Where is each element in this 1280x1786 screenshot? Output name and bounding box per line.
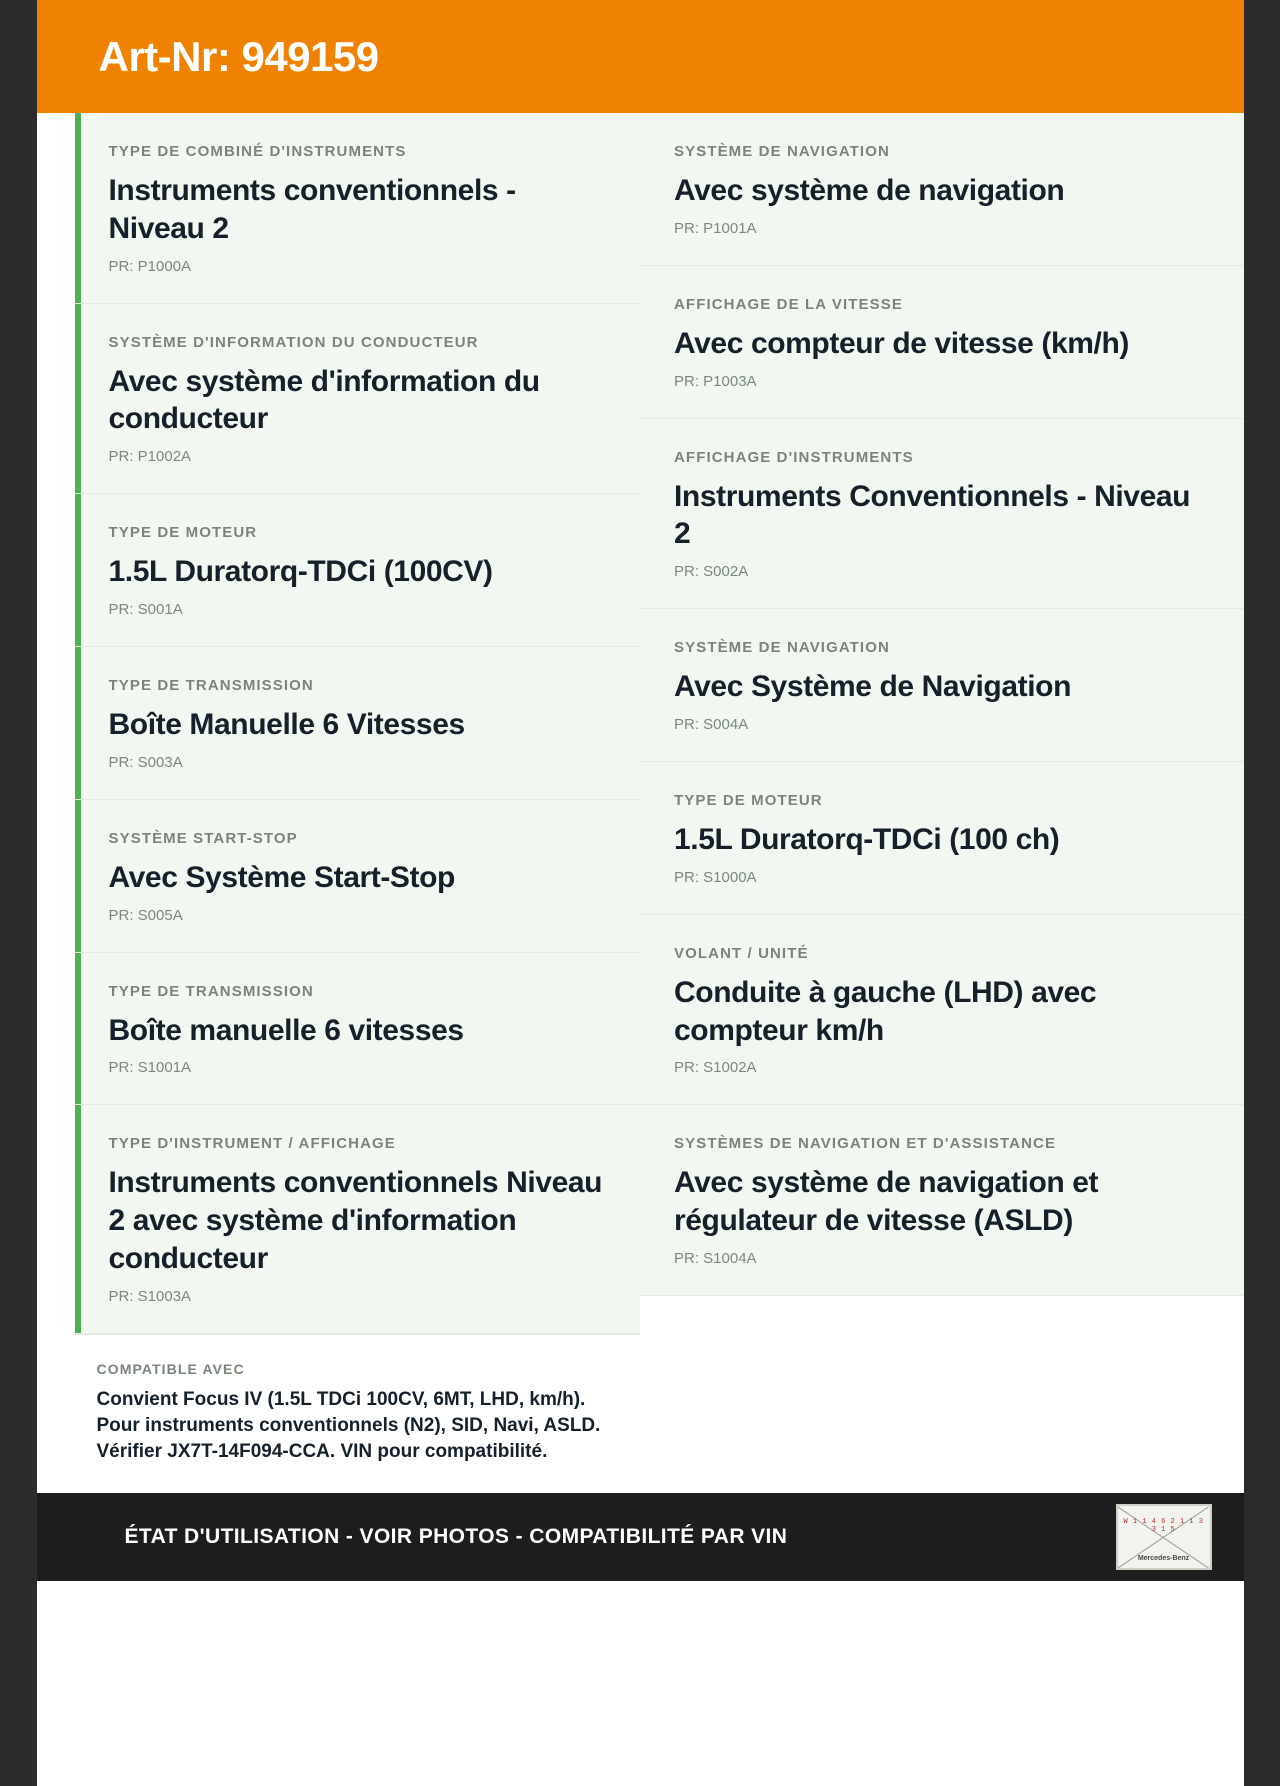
spec-value: Avec Système Start-Stop xyxy=(108,860,455,894)
spec-card xyxy=(640,915,1244,1106)
spec-card xyxy=(75,304,641,495)
spec-value: 1.5L Duratorq-TDCi (100CV) xyxy=(108,555,493,589)
spec-label: TYPE DE COMBINÉ D'INSTRUMENTS xyxy=(108,143,407,160)
spec-card xyxy=(75,800,641,953)
spec-card xyxy=(75,113,641,304)
spec-value: Avec système de navigation xyxy=(674,174,1065,207)
spec-column-left xyxy=(37,113,641,1493)
spec-card xyxy=(640,762,1244,915)
spec-value: Avec Système de Navigation xyxy=(674,670,1071,704)
spec-label: AFFICHAGE DE LA VITESSE xyxy=(674,295,903,313)
page-title: Art-Nr: 949159 xyxy=(98,32,379,80)
spec-label: SYSTÈME DE NAVIGATION xyxy=(674,639,890,657)
spec-label: VOLANT / UNITÉ xyxy=(674,944,809,962)
spec-label: TYPE DE MOTEUR xyxy=(674,791,823,809)
spec-label: TYPE DE MOTEUR xyxy=(108,524,258,542)
column-filler xyxy=(640,1296,1244,1416)
spec-card xyxy=(640,609,1244,762)
spec-pr-code: PR: P1002A xyxy=(108,448,192,466)
spec-value: Instruments conventionnels - Niveau 2 xyxy=(108,174,516,245)
compatibility-line: Pour instruments conventionnels (N2), SID, Navi, ASLD. xyxy=(96,1414,601,1436)
spec-value: 1.5L Duratorq-TDCi (100 ch) xyxy=(674,822,1060,856)
spec-value: Instruments Conventionnels - Niveau 2 xyxy=(674,479,1191,551)
spec-pr-code: PR: S002A xyxy=(674,563,749,581)
spec-pr-code: PR: S004A xyxy=(674,715,749,733)
header-bar xyxy=(37,0,1244,113)
stamp-code: W 1 1 4 6 2 1 1 3 3 1 5 xyxy=(1123,1518,1204,1535)
spec-card xyxy=(75,1105,641,1333)
spec-card xyxy=(75,953,641,1106)
spec-value: Avec système d'information du conducteur xyxy=(108,364,540,436)
spec-value: Avec système de navigation et régulateur de vitesse (ASLD) xyxy=(674,1166,1099,1238)
spec-pr-code: PR: S1000A xyxy=(674,868,757,886)
spec-pr-code: PR: S003A xyxy=(108,753,183,771)
spec-pr-code: PR: S1004A xyxy=(674,1249,757,1267)
footer-bar xyxy=(37,1493,1244,1581)
spec-label: SYSTÈMES DE NAVIGATION ET D'ASSISTANCE xyxy=(674,1135,1057,1153)
compatibility-block xyxy=(75,1334,641,1494)
spec-grid xyxy=(37,113,1244,1493)
spec-sheet xyxy=(37,0,1244,1786)
spec-column-right xyxy=(640,113,1244,1416)
spec-card xyxy=(640,419,1244,610)
spec-pr-code: PR: S1002A xyxy=(674,1059,757,1077)
compatibility-line: Vérifier JX7T-14F094-CCA. VIN pour compatibilité. xyxy=(96,1441,548,1463)
footer-note: ÉTAT D'UTILISATION - VOIR PHOTOS - COMPATIBILITÉ PAR VIN xyxy=(124,1525,788,1549)
spec-card xyxy=(640,113,1244,266)
spec-card xyxy=(75,647,641,800)
spec-value: Boîte manuelle 6 vitesses xyxy=(108,1013,464,1047)
spec-label: SYSTÈME DE NAVIGATION xyxy=(674,143,890,160)
spec-pr-code: PR: S005A xyxy=(108,906,183,924)
spec-pr-code: PR: P1001A xyxy=(674,219,757,237)
spec-card xyxy=(75,494,641,647)
spec-label: TYPE DE TRANSMISSION xyxy=(108,982,314,1000)
spec-value: Avec compteur de vitesse (km/h) xyxy=(674,326,1129,360)
spec-card xyxy=(640,266,1244,419)
compatibility-label: COMPATIBLE AVEC xyxy=(96,1360,245,1377)
compatibility-line: Convient Focus IV (1.5L TDCi 100CV, 6MT, LHD, km/h). xyxy=(96,1388,586,1410)
spec-pr-code: PR: P1000A xyxy=(108,257,192,275)
spec-label: SYSTÈME START-STOP xyxy=(108,829,298,847)
stamp-brand: Mercedes-Benz xyxy=(1137,1555,1190,1563)
spec-value: Conduite à gauche (LHD) avec compteur km/h xyxy=(674,975,1097,1047)
spec-value: Instruments conventionnels Niveau 2 avec système d'information conducteur xyxy=(108,1166,603,1275)
spec-card xyxy=(640,1105,1244,1296)
spec-label: SYSTÈME D'INFORMATION DU CONDUCTEUR xyxy=(108,333,479,351)
spec-pr-code: PR: P1003A xyxy=(674,372,757,390)
spec-pr-code: PR: S1001A xyxy=(108,1059,192,1077)
spec-value: Boîte Manuelle 6 Vitesses xyxy=(108,707,465,741)
spec-pr-code: PR: S1003A xyxy=(108,1287,192,1305)
spec-label: TYPE D'INSTRUMENT / AFFICHAGE xyxy=(108,1135,396,1153)
vin-label-photo xyxy=(1116,1504,1212,1570)
spec-pr-code: PR: S001A xyxy=(108,600,183,618)
spec-label: AFFICHAGE D'INSTRUMENTS xyxy=(674,448,914,466)
spec-label: TYPE DE TRANSMISSION xyxy=(108,676,314,694)
